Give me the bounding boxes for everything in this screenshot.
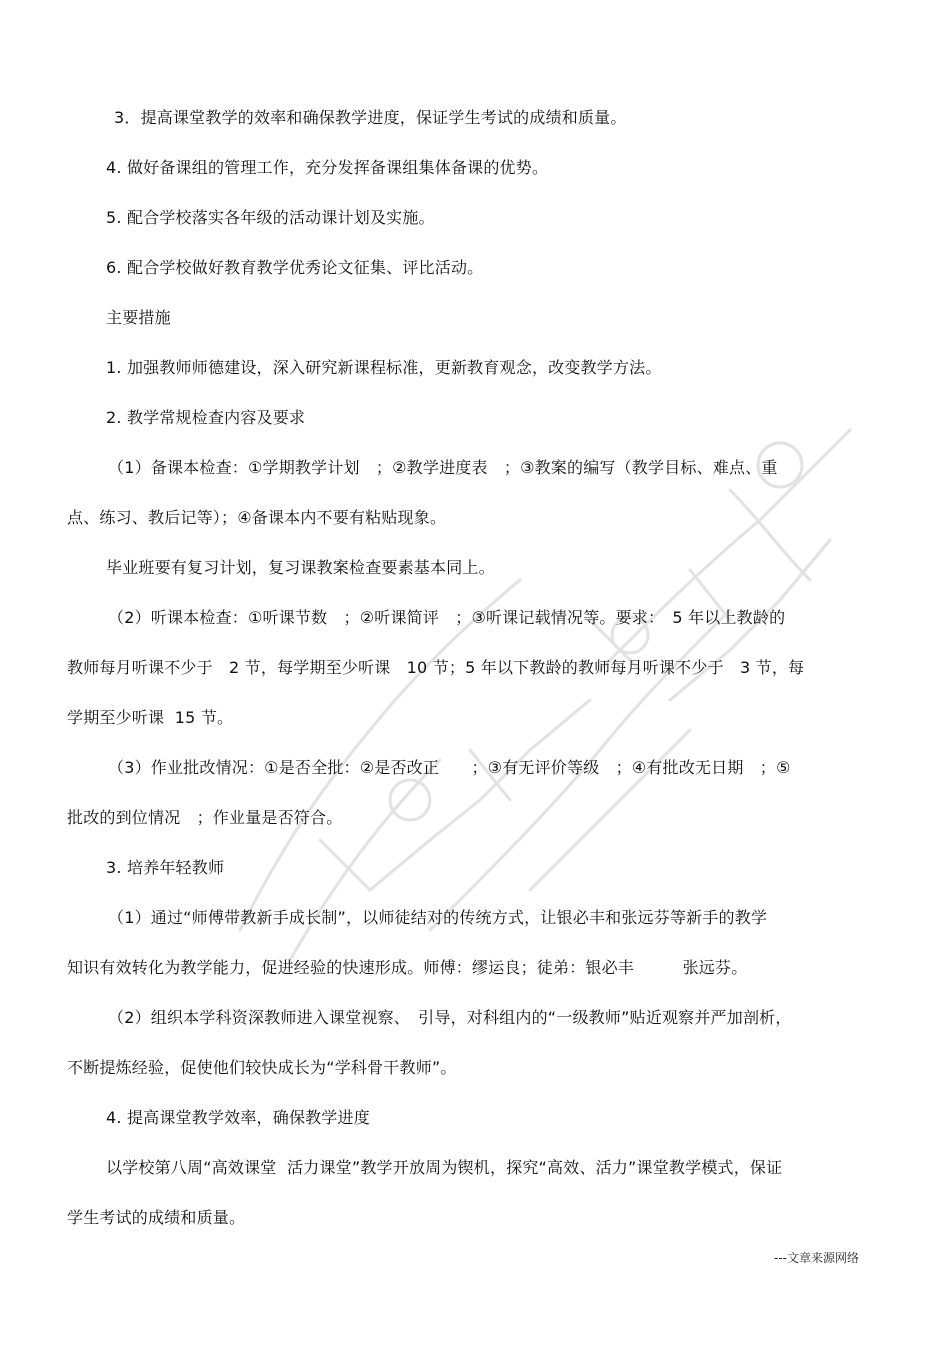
text-line-3: 5. 配合学校落实各年级的活动课计划及实施。 [106,208,435,227]
text-line-8: （1）备课本检查：①学期教学计划 ；②教学进度表 ；③教案的编写（教学目标、难点、重 [108,458,778,477]
text-line-11: （2）听课本检查：①听课节数 ；②听课简评 ；③听课记载情况等。要求： 5 年以上教龄的 [108,608,786,627]
text-line-14: （3）作业批改情况：①是否全批：②是否改正 ；③有无评价等级 ；④有批改无日期 ；⑤ [108,758,791,777]
text-line-16: 3. 培养年轻教师 [106,858,225,877]
section-heading: 主要措施 [106,308,171,327]
text-line-21: 4. 提高课堂教学效率，确保教学进度 [106,1108,370,1127]
text-line-1: 3．提高课堂教学的效率和确保教学进度，保证学生考试的成绩和质量。 [114,108,627,127]
text-line-15: 批改的到位情况 ；作业量是否符合。 [67,808,343,827]
text-line-20: 不断提炼经验，促使他们较快成长为“学科骨干教师”。 [67,1058,457,1077]
text-line-23: 学生考试的成绩和质量。 [67,1208,246,1227]
text-line-6: 1. 加强教师师德建设，深入研究新课程标准，更新教育观念，改变教学方法。 [106,358,662,377]
text-line-10: 毕业班要有复习计划，复习课教案检查要素基本同上。 [106,558,495,577]
text-line-13: 学期至少听课 15 节。 [67,708,234,727]
source-note: ---文章来源网络 [774,1251,859,1265]
text-line-4: 6. 配合学校做好教育教学优秀论文征集、评比活动。 [106,258,484,277]
text-line-18: 知识有效转化为教学能力，促进经验的快速形成。师傅：缪运良；徒弟：银必丰 张远芬。 [67,958,748,977]
text-line-17: （1）通过“师傅带教新手成长制”，以师徒结对的传统方式，让银必丰和张远芬等新手的教学 [108,908,768,927]
text-line-12: 教师每月听课不少于 2 节，每学期至少听课 10 节；5 年以下教龄的教师每月听课不少于 3 节，每 [67,658,805,677]
text-line-19: （2）组织本学科资深教师进入课堂视察、 引导，对科组内的“一级教师”贴近观察并严加剖析， [108,1008,792,1027]
text-line-2: 4. 做好备课组的管理工作，充分发挥备课组集体备课的优势。 [106,158,549,177]
text-line-22: 以学校第八周“高效课堂 活力课堂”教学开放周为锲机，探究“高效、活力”课堂教学模式，保证 [106,1158,783,1177]
text-line-9: 点、练习、教后记等）；④备课本内不要有粘贴现象。 [67,508,447,527]
text-line-7: 2. 教学常规检查内容及要求 [106,408,306,427]
